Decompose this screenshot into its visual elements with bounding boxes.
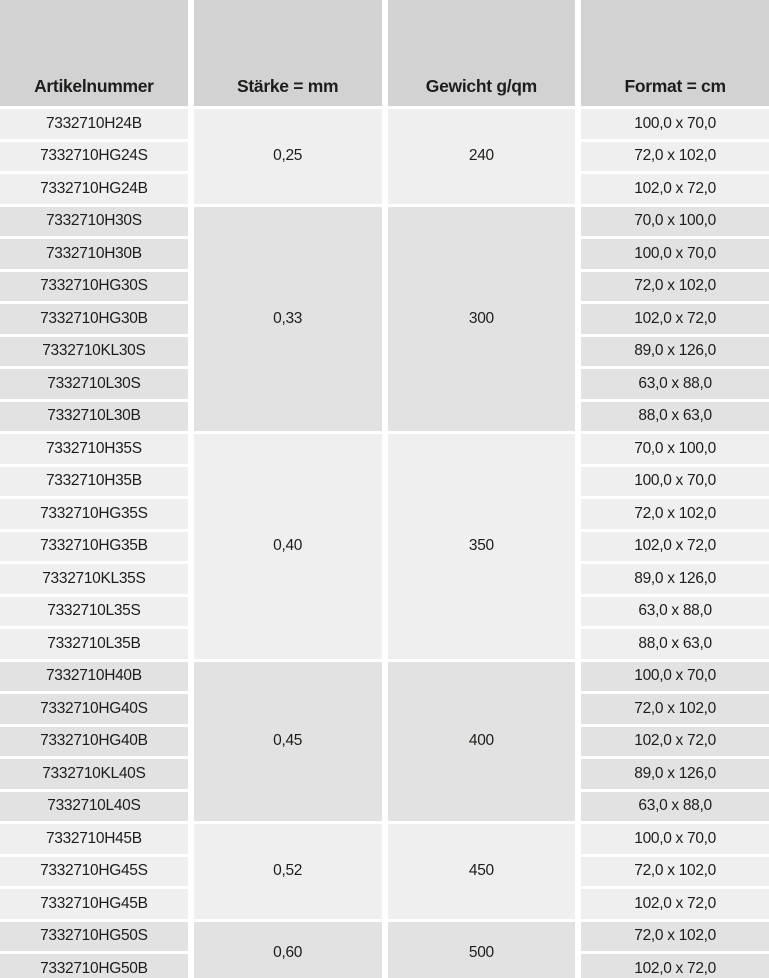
table-row bbox=[0, 694, 769, 724]
column-header-gewicht: Gewicht g/qm bbox=[388, 0, 576, 106]
gewicht-cell: 350 bbox=[388, 434, 576, 659]
table-row bbox=[0, 402, 769, 432]
format-cell: 102,0 x 72,0 bbox=[581, 727, 769, 757]
format-cell: 72,0 x 102,0 bbox=[581, 694, 769, 724]
staerke-cell: 0,25 bbox=[194, 109, 382, 204]
format-cell: 63,0 x 88,0 bbox=[581, 792, 769, 822]
format-cell: 72,0 x 102,0 bbox=[581, 272, 769, 302]
format-cell: 72,0 x 102,0 bbox=[581, 857, 769, 887]
product-group-240 bbox=[0, 109, 769, 204]
format-cell: 63,0 x 88,0 bbox=[581, 597, 769, 627]
table-row bbox=[0, 922, 769, 952]
table-row bbox=[0, 239, 769, 269]
table-row bbox=[0, 759, 769, 789]
gewicht-cell: 450 bbox=[388, 824, 576, 919]
table-row bbox=[0, 889, 769, 919]
format-cell: 70,0 x 100,0 bbox=[581, 434, 769, 464]
table-row bbox=[0, 207, 769, 237]
format-cell: 89,0 x 126,0 bbox=[581, 337, 769, 367]
format-cell: 70,0 x 100,0 bbox=[581, 207, 769, 237]
artikelnummer-cell: 7332710H35S bbox=[0, 434, 188, 464]
artikelnummer-cell: 7332710HG35B bbox=[0, 532, 188, 562]
format-cell: 102,0 x 72,0 bbox=[581, 954, 769, 978]
artikelnummer-cell: 7332710L30B bbox=[0, 402, 188, 432]
artikelnummer-cell: 7332710HG50S bbox=[0, 922, 188, 952]
artikelnummer-cell: 7332710HG45B bbox=[0, 889, 188, 919]
product-group-500 bbox=[0, 922, 769, 978]
table-row bbox=[0, 109, 769, 139]
format-cell: 100,0 x 70,0 bbox=[581, 662, 769, 692]
artikelnummer-cell: 7332710HG35S bbox=[0, 499, 188, 529]
artikelnummer-cell: 7332710H24B bbox=[0, 109, 188, 139]
gewicht-cell: 500 bbox=[388, 922, 576, 978]
product-group-350 bbox=[0, 434, 769, 659]
format-cell: 88,0 x 63,0 bbox=[581, 629, 769, 659]
table-row bbox=[0, 304, 769, 334]
staerke-cell: 0,52 bbox=[194, 824, 382, 919]
column-header-format: Format = cm bbox=[581, 0, 769, 106]
staerke-cell: 0,45 bbox=[194, 662, 382, 822]
format-cell: 89,0 x 126,0 bbox=[581, 759, 769, 789]
column-header-artikelnummer: Artikelnummer bbox=[0, 0, 188, 106]
gewicht-cell: 400 bbox=[388, 662, 576, 822]
artikelnummer-cell: 7332710KL40S bbox=[0, 759, 188, 789]
artikelnummer-cell: 7332710HG24B bbox=[0, 174, 188, 204]
artikelnummer-cell: 7332710L35S bbox=[0, 597, 188, 627]
format-cell: 63,0 x 88,0 bbox=[581, 369, 769, 399]
table-row bbox=[0, 272, 769, 302]
table-row bbox=[0, 499, 769, 529]
artikelnummer-cell: 7332710H30S bbox=[0, 207, 188, 237]
column-header-staerke: Stärke = mm bbox=[194, 0, 382, 106]
artikelnummer-cell: 7332710HG30S bbox=[0, 272, 188, 302]
format-cell: 102,0 x 72,0 bbox=[581, 304, 769, 334]
format-cell: 100,0 x 70,0 bbox=[581, 824, 769, 854]
artikelnummer-cell: 7332710H45B bbox=[0, 824, 188, 854]
table-row bbox=[0, 174, 769, 204]
gewicht-cell: 300 bbox=[388, 207, 576, 432]
table-row bbox=[0, 434, 769, 464]
artikelnummer-cell: 7332710L40S bbox=[0, 792, 188, 822]
staerke-cell: 0,40 bbox=[194, 434, 382, 659]
format-cell: 100,0 x 70,0 bbox=[581, 467, 769, 497]
artikelnummer-cell: 7332710KL30S bbox=[0, 337, 188, 367]
gewicht-cell: 240 bbox=[388, 109, 576, 204]
artikelnummer-cell: 7332710H40B bbox=[0, 662, 188, 692]
table-row bbox=[0, 467, 769, 497]
table-row bbox=[0, 564, 769, 594]
format-cell: 89,0 x 126,0 bbox=[581, 564, 769, 594]
format-cell: 102,0 x 72,0 bbox=[581, 889, 769, 919]
format-cell: 102,0 x 72,0 bbox=[581, 532, 769, 562]
header-row bbox=[0, 0, 769, 106]
table-row bbox=[0, 142, 769, 172]
table-row bbox=[0, 824, 769, 854]
artikelnummer-cell: 7332710HG30B bbox=[0, 304, 188, 334]
format-cell: 72,0 x 102,0 bbox=[581, 922, 769, 952]
format-cell: 72,0 x 102,0 bbox=[581, 499, 769, 529]
staerke-cell: 0,60 bbox=[194, 922, 382, 978]
table-row bbox=[0, 662, 769, 692]
artikelnummer-cell: 7332710H30B bbox=[0, 239, 188, 269]
product-group-450 bbox=[0, 824, 769, 919]
artikelnummer-cell: 7332710HG24S bbox=[0, 142, 188, 172]
artikelnummer-cell: 7332710KL35S bbox=[0, 564, 188, 594]
format-cell: 100,0 x 70,0 bbox=[581, 239, 769, 269]
table-row bbox=[0, 954, 769, 978]
artikelnummer-cell: 7332710HG40B bbox=[0, 727, 188, 757]
table-row bbox=[0, 629, 769, 659]
format-cell: 102,0 x 72,0 bbox=[581, 174, 769, 204]
table-row bbox=[0, 597, 769, 627]
table-row bbox=[0, 792, 769, 822]
artikelnummer-cell: 7332710H35B bbox=[0, 467, 188, 497]
table-row bbox=[0, 727, 769, 757]
artikelnummer-cell: 7332710HG45S bbox=[0, 857, 188, 887]
artikelnummer-cell: 7332710HG50B bbox=[0, 954, 188, 978]
table-row bbox=[0, 369, 769, 399]
format-cell: 88,0 x 63,0 bbox=[581, 402, 769, 432]
artikelnummer-cell: 7332710HG40S bbox=[0, 694, 188, 724]
artikelnummer-cell: 7332710L30S bbox=[0, 369, 188, 399]
staerke-cell: 0,33 bbox=[194, 207, 382, 432]
product-group-300 bbox=[0, 207, 769, 432]
table-row bbox=[0, 857, 769, 887]
format-cell: 100,0 x 70,0 bbox=[581, 109, 769, 139]
table-row bbox=[0, 532, 769, 562]
format-cell: 72,0 x 102,0 bbox=[581, 142, 769, 172]
artikelnummer-cell: 7332710L35B bbox=[0, 629, 188, 659]
table-row bbox=[0, 337, 769, 367]
product-group-400 bbox=[0, 662, 769, 822]
